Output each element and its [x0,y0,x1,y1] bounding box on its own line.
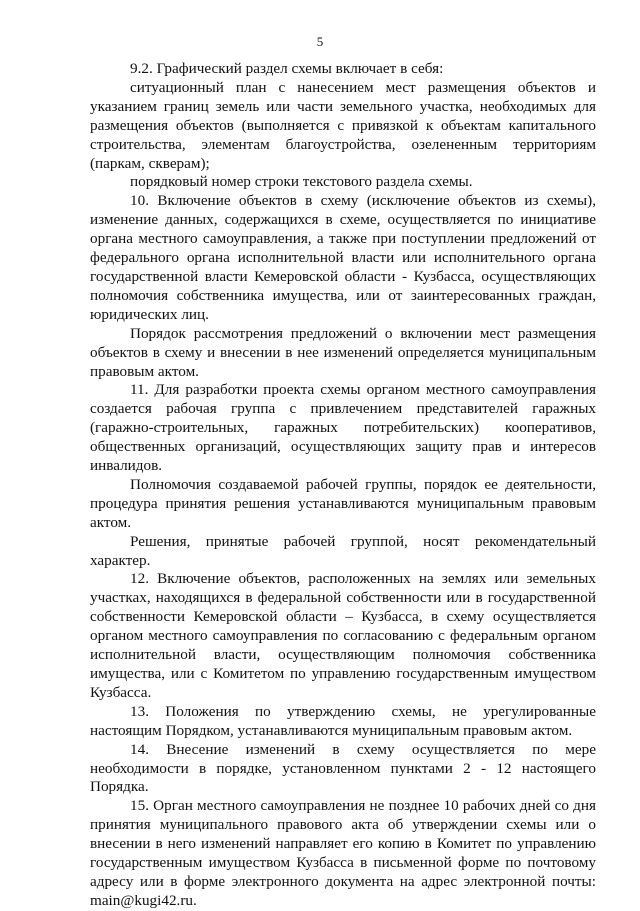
paragraph-12: 12. Включение объектов, расположенных на землях или земельных участках, находящихся в федеральной собственности или в государственной собственности Кемеровской области – Кузбасса, в схему осуществляется органом местного самоуправления по согласованию с федеральным органом исполнительной власти, осуществляющим полномочия собственника имущества, или с Комитетом по управлению государственным имуществом Кузбасса. [90,570,596,701]
paragraph-15: 15. Орган местного самоуправления не позднее 10 рабочих дней со дня принятия муниципального правового акта об утверждении схемы или о внесении в него изменений направляет его копию в Комитет по управлению государственным имуществом Кузбасса в письменной форме по почтовому адресу или в форме электронного документа на адрес электронной почты: main@kugi42.ru. [90,797,596,909]
document-body [90,60,596,911]
paragraph-10: 10. Включение объектов в схему (исключение объектов из схемы), изменение данных, содержащихся в схеме, осуществляется по инициативе органа местного самоуправления, а также при поступлении предложений от федерального органа исполнительной власти или исполнительного органа государственной власти Кемеровской области - Кузбасса, осуществляющих полномочия собственника имущества, или от заинтересованных граждан, юридических лиц. [90,192,596,323]
paragraph-9-2-heading: 9.2. Графический раздел схемы включает в себя: [130,60,444,77]
paragraph-10-procedure: Порядок рассмотрения предложений о включении мест размещения объектов в схему и внесении в нее изменений определяется муниципальным правовым актом. [90,324,596,380]
paragraph-11: 11. Для разработки проекта схемы органом местного самоуправления создается рабочая группа с привлечением представителей гаражных (гаражно-строительных, гаражных потребительских) кооперативов, общественных организаций, осуществляющих защиту прав и интересов инвалидов. [90,381,596,475]
paragraph-13: 13. Положения по утверждению схемы, не урегулированные настоящим Порядком, устанавливаются муниципальным правовым актом. [90,702,596,739]
paragraph-11-powers: Полномочия создаваемой рабочей группы, порядок ее деятельности, процедура принятия решения устанавливаются муниципальным правовым актом. [90,475,596,531]
paragraph-situational-plan: ситуационный план с нанесением мест размещения объектов и указанием границ земель или части земельного участка, необходимых для размещения объектов (выполняется с привязкой к объектам капитального строительства, элементам благоустройства, озелененным территориям (паркам, скверам); [90,78,596,172]
paragraph-14: 14. Внесение изменений в схему осуществляется по мере необходимости в порядке, установленном пунктами 2 - 12 настоящего Порядка. [90,740,596,796]
paragraph-11-decisions: Решения, принятые рабочей группой, носят рекомендательный характер. [90,532,596,569]
paragraph-row-number: порядковый номер строки текстового раздела схемы. [130,173,473,191]
page-number: 5 [316,34,324,49]
